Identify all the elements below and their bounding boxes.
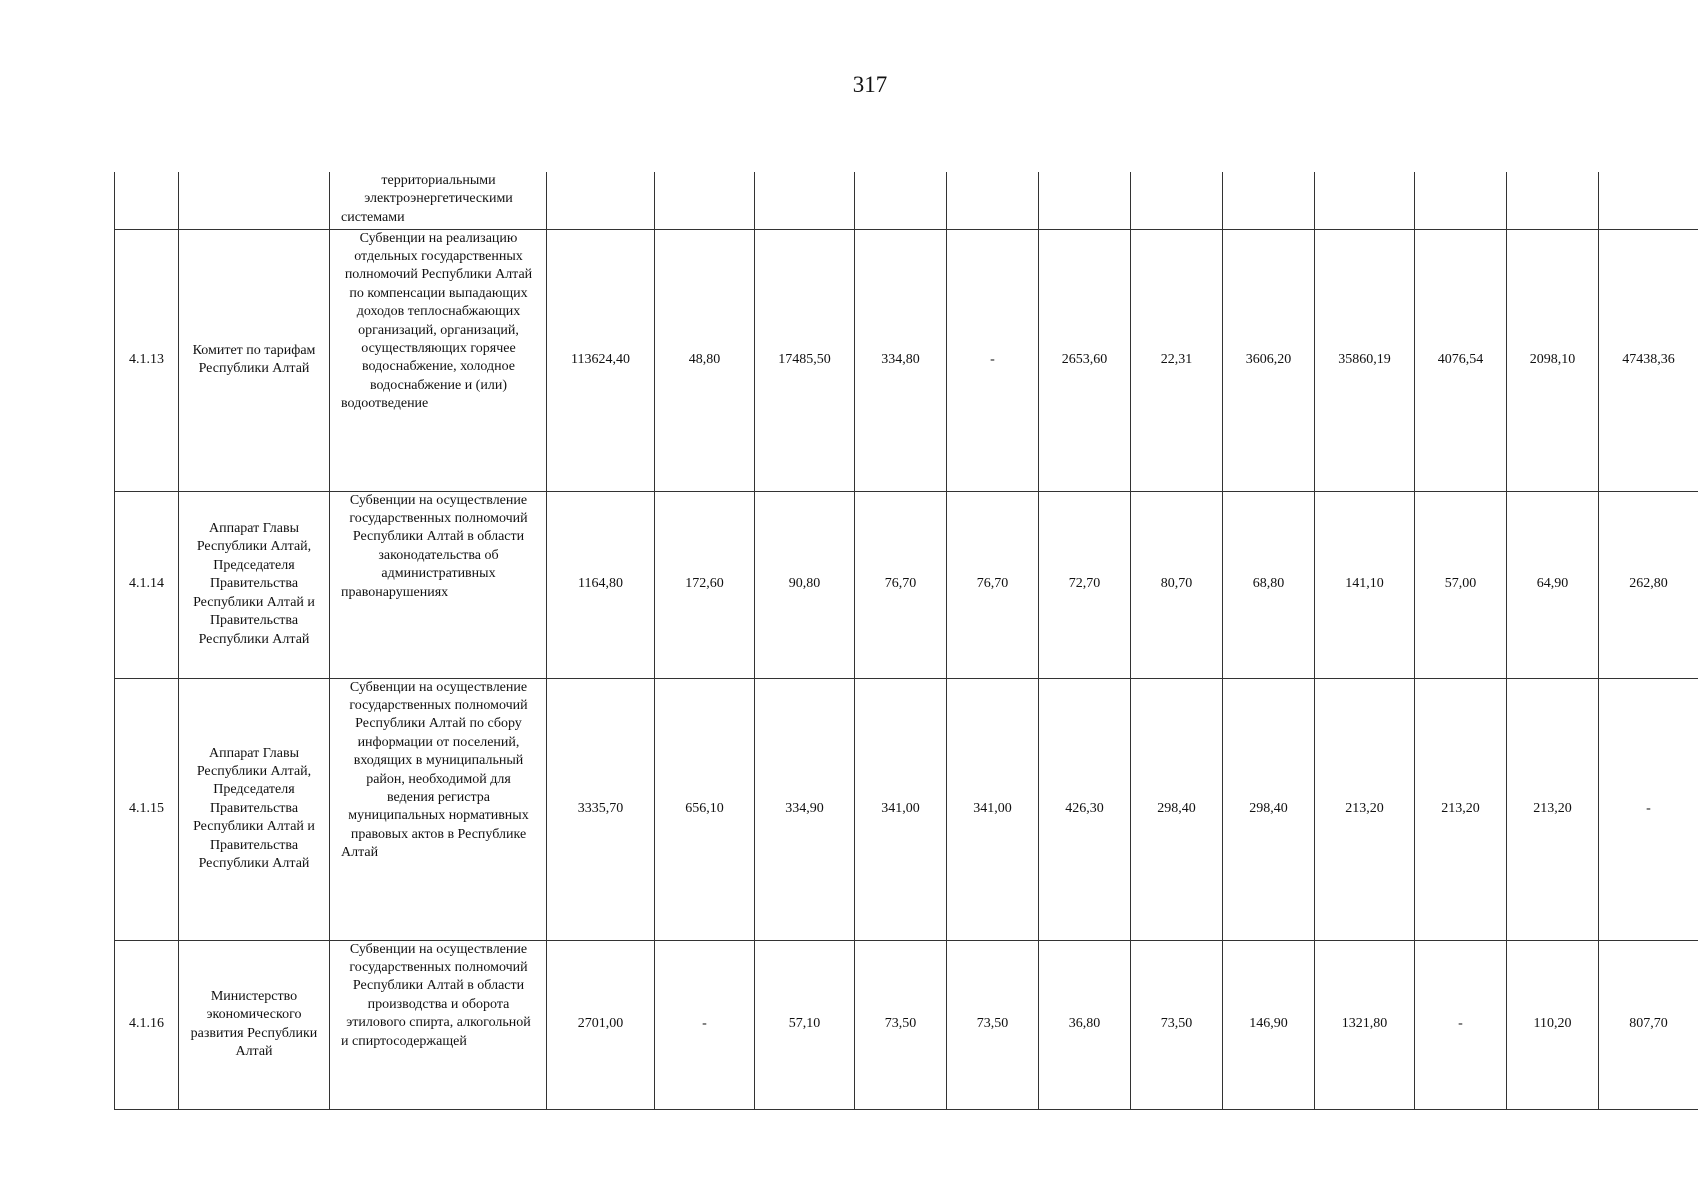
value-cell: 298,40 [1223, 678, 1315, 940]
organization-cell: Аппарат Главы Республики Алтай, Председателя Правительства Республики Алтай и Правительства Республики Алтай [179, 491, 330, 678]
row-number: 4.1.13 [115, 229, 179, 491]
description-cell: Субвенции на осуществление государственных полномочий Республики Алтай по сбору информации от поселений, входящих в муниципальный район, необходимой для ведения регистра муниципальных нормативных правовых актов в Республике Алтай [330, 678, 547, 940]
value-cell: 3606,20 [1223, 229, 1315, 491]
value-cell: 656,10 [655, 678, 755, 940]
value-cell [947, 172, 1039, 229]
value-cell: - [947, 229, 1039, 491]
organization-cell: Комитет по тарифам Республики Алтай [179, 229, 330, 491]
value-cell [1315, 172, 1415, 229]
description-cell: территориальными электроэнергетическими системами [330, 172, 547, 229]
table-row [115, 940, 1698, 1109]
value-cell: 807,70 [1599, 940, 1698, 1109]
value-cell [855, 172, 947, 229]
value-cell: 172,60 [655, 491, 755, 678]
row-number [115, 172, 179, 229]
value-cell: 17485,50 [755, 229, 855, 491]
value-cell: - [655, 940, 755, 1109]
value-cell: 35860,19 [1315, 229, 1415, 491]
value-cell: 2098,10 [1507, 229, 1599, 491]
value-cell: 1164,80 [547, 491, 655, 678]
description-cell: Субвенции на реализацию отдельных государственных полномочий Республики Алтай по компенсации выпадающих доходов теплоснабжающих организаций, организаций, осуществляющих горячее водоснабжение, холодное водоснабжение и (или) водоотведение [330, 229, 547, 491]
value-cell: 48,80 [655, 229, 755, 491]
value-cell: 3335,70 [547, 678, 655, 940]
value-cell: 72,70 [1039, 491, 1131, 678]
value-cell: 1321,80 [1315, 940, 1415, 1109]
value-cell: 2701,00 [547, 940, 655, 1109]
value-cell: 36,80 [1039, 940, 1131, 1109]
value-cell: 80,70 [1131, 491, 1223, 678]
description-cell: Субвенции на осуществление государственных полномочий Республики Алтай в области производства и оборота этилового спирта, алкогольной и спиртосодержащей [330, 940, 547, 1109]
value-cell: 2653,60 [1039, 229, 1131, 491]
value-cell: 341,00 [947, 678, 1039, 940]
value-cell [1039, 172, 1131, 229]
value-cell: 146,90 [1223, 940, 1315, 1109]
value-cell: 213,20 [1415, 678, 1507, 940]
subvention-table [114, 172, 1698, 1110]
value-cell: 334,90 [755, 678, 855, 940]
value-cell: 76,70 [947, 491, 1039, 678]
value-cell: 57,00 [1415, 491, 1507, 678]
value-cell [1599, 172, 1698, 229]
value-cell: 76,70 [855, 491, 947, 678]
value-cell: 57,10 [755, 940, 855, 1109]
value-cell: 64,90 [1507, 491, 1599, 678]
description-cell: Субвенции на осуществление государственных полномочий Республики Алтай в области законодательства об административных правонарушениях [330, 491, 547, 678]
value-cell [755, 172, 855, 229]
value-cell: 334,80 [855, 229, 947, 491]
page-number: 317 [852, 72, 888, 97]
value-cell: 262,80 [1599, 491, 1698, 678]
row-number: 4.1.15 [115, 678, 179, 940]
organization-cell: Аппарат Главы Республики Алтай, Председателя Правительства Республики Алтай и Правительства Республики Алтай [179, 678, 330, 940]
value-cell: 22,31 [1131, 229, 1223, 491]
table-row [115, 172, 1698, 229]
value-cell: 4076,54 [1415, 229, 1507, 491]
row-number: 4.1.16 [115, 940, 179, 1109]
value-cell [655, 172, 755, 229]
value-cell [1507, 172, 1599, 229]
value-cell: 73,50 [1131, 940, 1223, 1109]
table-row [115, 491, 1698, 678]
table-row [115, 229, 1698, 491]
value-cell: 298,40 [1131, 678, 1223, 940]
organization-cell: Министерство экономического развития Республики Алтай [179, 940, 330, 1109]
value-cell: 113624,40 [547, 229, 655, 491]
value-cell: 141,10 [1315, 491, 1415, 678]
value-cell [1131, 172, 1223, 229]
value-cell: 73,50 [947, 940, 1039, 1109]
value-cell [1223, 172, 1315, 229]
value-cell: - [1415, 940, 1507, 1109]
value-cell: 213,20 [1507, 678, 1599, 940]
value-cell: 110,20 [1507, 940, 1599, 1109]
value-cell: 426,30 [1039, 678, 1131, 940]
value-cell: 68,80 [1223, 491, 1315, 678]
value-cell: 73,50 [855, 940, 947, 1109]
value-cell [547, 172, 655, 229]
value-cell [1415, 172, 1507, 229]
row-number: 4.1.14 [115, 491, 179, 678]
value-cell: 90,80 [755, 491, 855, 678]
value-cell: 47438,36 [1599, 229, 1698, 491]
table-row [115, 678, 1698, 940]
value-cell: 213,20 [1315, 678, 1415, 940]
organization-cell [179, 172, 330, 229]
value-cell: - [1599, 678, 1698, 940]
value-cell: 341,00 [855, 678, 947, 940]
